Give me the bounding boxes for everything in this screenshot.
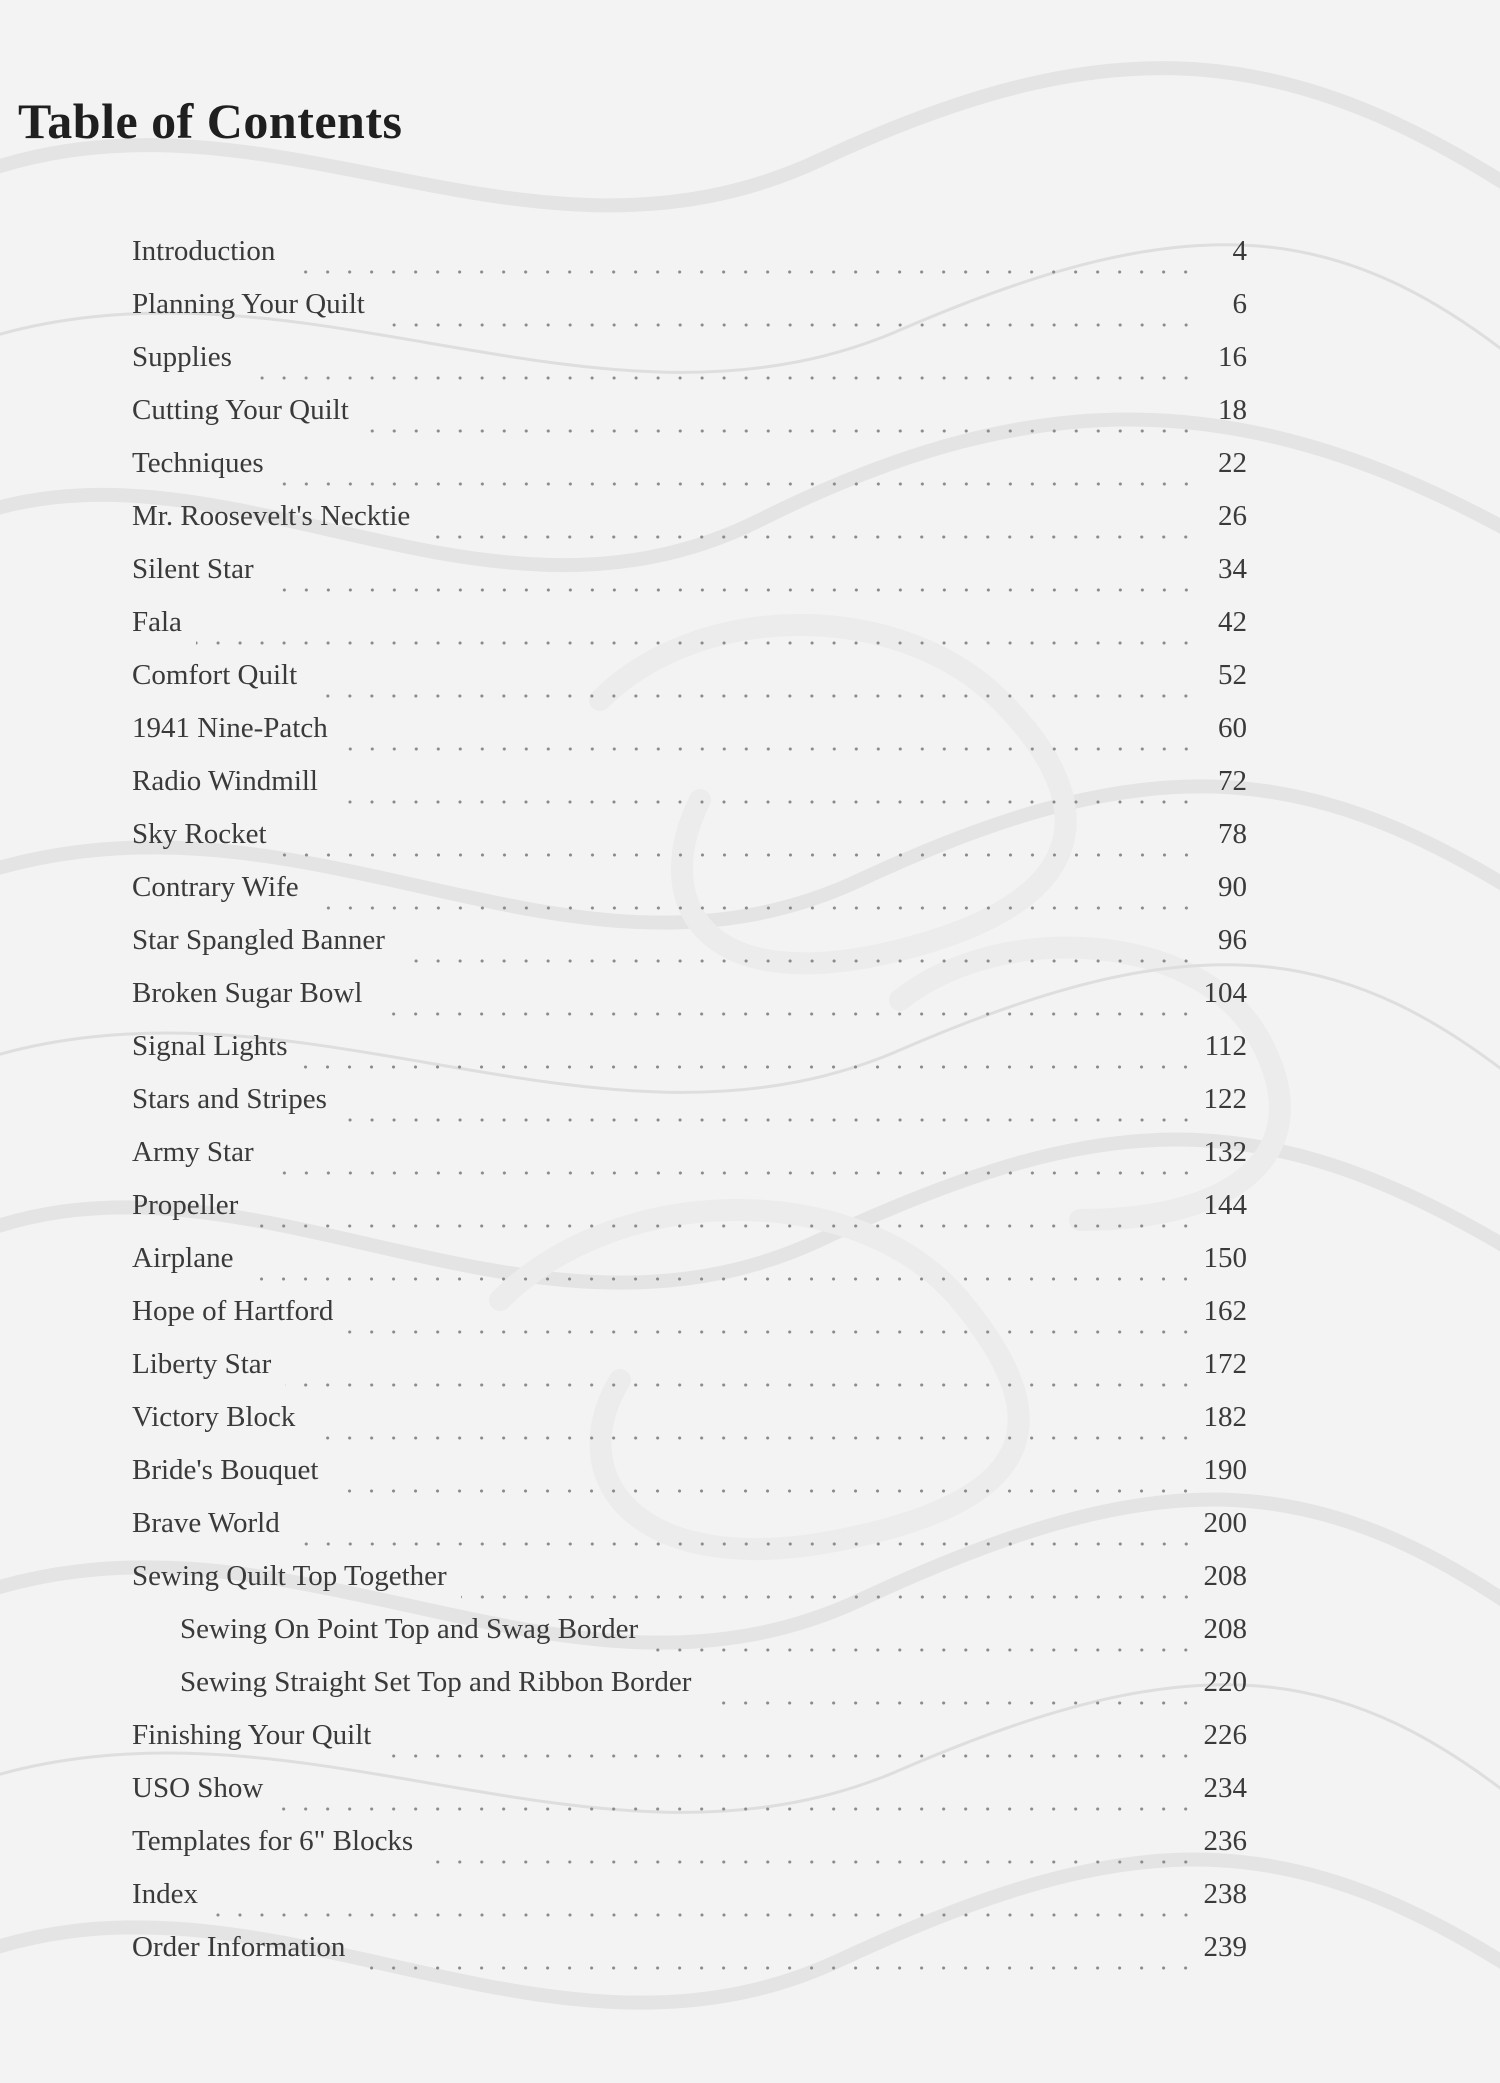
toc-entry-label: Finishing Your Quilt [132,1719,372,1751]
toc-entry [132,1295,1247,1348]
toc-entry [132,1136,1247,1189]
dot-leader [285,1383,1197,1387]
dot-leader [309,1436,1197,1440]
toc-subentry [132,1613,1247,1666]
toc-entry-label: Victory Block [132,1401,296,1433]
toc-entry-page-number: 18 [1218,394,1247,426]
toc-entry-label: Techniques [132,447,264,479]
dot-leader [277,1807,1197,1811]
toc-entry-label: Star Spangled Banner [132,924,385,956]
toc-entry-page-number: 60 [1218,712,1247,744]
toc-entry [132,235,1247,288]
toc-entry-page-number: 78 [1218,818,1247,850]
dot-leader [289,270,1197,274]
toc-entry-label: Sewing Straight Set Top and Ribbon Border [180,1666,692,1698]
toc-entry-label: Stars and Stripes [132,1083,327,1115]
toc-entry-page-number: 220 [1203,1666,1247,1698]
toc-entry-page-number: 239 [1203,1931,1247,1963]
toc-entry-page-number: 16 [1218,341,1247,373]
toc-entry-label: Templates for 6" Blocks [132,1825,414,1857]
toc-entry-page-number: 42 [1218,606,1247,638]
toc-entry-label: Liberty Star [132,1348,272,1380]
toc-entry-label: Radio Windmill [132,765,318,797]
dot-leader [268,588,1197,592]
toc-entry [132,1242,1247,1295]
toc-entry [132,553,1247,606]
dot-leader [385,1754,1197,1758]
toc-entry-label: Contrary Wife [132,871,299,903]
toc-entry [132,1878,1247,1931]
toc-entry-page-number: 200 [1203,1507,1247,1539]
toc-entry [132,1030,1247,1083]
toc-entry-label: Index [132,1878,199,1910]
toc-entry-label: Fala [132,606,182,638]
toc-entry-page-number: 236 [1203,1825,1247,1857]
toc-entry [132,1454,1247,1507]
dot-leader [359,1966,1197,1970]
toc-entry [132,1083,1247,1136]
toc-entry-label: Army Star [132,1136,254,1168]
dot-leader [212,1913,1197,1917]
toc-entry-page-number: 226 [1203,1719,1247,1751]
dot-leader [313,906,1197,910]
toc-entry [132,1719,1247,1772]
dot-leader [376,1012,1197,1016]
toc-subentry [132,1666,1247,1719]
toc-entry [132,500,1247,553]
dot-leader [461,1595,1197,1599]
dot-leader [301,1065,1197,1069]
toc-entry [132,1401,1247,1454]
toc-entry [132,1507,1247,1560]
toc-entry [132,606,1247,659]
toc-entry-label: 1941 Nine-Patch [132,712,328,744]
dot-leader [268,1171,1197,1175]
toc-entry [132,1772,1247,1825]
dot-leader [281,853,1197,857]
toc-entry-page-number: 234 [1203,1772,1247,1804]
toc-entry-page-number: 190 [1203,1454,1247,1486]
toc-entry [132,765,1247,818]
toc-entry [132,712,1247,765]
dot-leader [332,1489,1197,1493]
toc-entry-label: Propeller [132,1189,239,1221]
dot-leader [342,747,1197,751]
dot-leader [341,1118,1197,1122]
toc-entry-page-number: 208 [1203,1560,1247,1592]
toc-entry-label: Sky Rocket [132,818,267,850]
toc-entry-page-number: 208 [1203,1613,1247,1645]
toc-entry [132,447,1247,500]
toc-entry-page-number: 132 [1203,1136,1247,1168]
dot-leader [196,641,1197,645]
toc-entry [132,1560,1247,1613]
toc-entry-label: Supplies [132,341,232,373]
dot-leader [252,1224,1197,1228]
toc-entry-label: Cutting Your Quilt [132,394,349,426]
toc-entry-label: Bride's Bouquet [132,1454,319,1486]
toc-entry-label: USO Show [132,1772,264,1804]
dot-leader [294,1542,1197,1546]
toc-entry-page-number: 6 [1232,288,1247,320]
toc-entry-page-number: 172 [1203,1348,1247,1380]
dot-leader [399,959,1197,963]
toc-entry [132,1825,1247,1878]
toc-entry-page-number: 34 [1218,553,1247,585]
toc-entry-page-number: 162 [1203,1295,1247,1327]
toc-entry-page-number: 112 [1204,1030,1247,1062]
toc-entry [132,288,1247,341]
dot-leader [246,376,1197,380]
toc-entry-label: Hope of Hartford [132,1295,334,1327]
toc-entry [132,394,1247,447]
toc-entry-label: Mr. Roosevelt's Necktie [132,500,411,532]
dot-leader [705,1701,1197,1705]
toc-entry-page-number: 22 [1218,447,1247,479]
page-title: Table of Contents [18,93,403,149]
toc-entry-label: Signal Lights [132,1030,288,1062]
toc-entry [132,1348,1247,1401]
dot-leader [278,482,1197,486]
dot-leader [332,800,1197,804]
toc-entry-label: Brave World [132,1507,280,1539]
toc-entry-label: Sewing On Point Top and Swag Border [180,1613,639,1645]
toc-entry [132,659,1247,712]
toc-entry-page-number: 4 [1232,235,1247,267]
toc-entry-page-number: 104 [1203,977,1247,1009]
toc-entry-page-number: 52 [1218,659,1247,691]
toc-entry-page-number: 150 [1203,1242,1247,1274]
toc-list [132,235,1247,1984]
toc-entry-label: Comfort Quilt [132,659,298,691]
toc-entry-page-number: 122 [1203,1083,1247,1115]
toc-entry-label: Sewing Quilt Top Together [132,1560,447,1592]
toc-entry-page-number: 96 [1218,924,1247,956]
toc-entry-label: Order Information [132,1931,346,1963]
toc-entry-page-number: 72 [1218,765,1247,797]
toc-entry-page-number: 144 [1203,1189,1247,1221]
dot-leader [311,694,1197,698]
toc-entry [132,818,1247,871]
toc-entry-page-number: 238 [1203,1878,1247,1910]
toc-entry [132,341,1247,394]
toc-entry [132,924,1247,977]
dot-leader [347,1330,1197,1334]
dot-leader [379,323,1197,327]
toc-entry [132,1189,1247,1242]
toc-entry-label: Introduction [132,235,276,267]
toc-entry [132,977,1247,1030]
toc-entry-page-number: 26 [1218,500,1247,532]
dot-leader [363,429,1197,433]
dot-leader [427,1860,1197,1864]
toc-entry-label: Airplane [132,1242,234,1274]
toc-entry-label: Broken Sugar Bowl [132,977,363,1009]
toc-entry [132,871,1247,924]
dot-leader [424,535,1197,539]
dot-leader [652,1648,1197,1652]
toc-entry-label: Planning Your Quilt [132,288,365,320]
toc-entry-page-number: 182 [1203,1401,1247,1433]
toc-entry-page-number: 90 [1218,871,1247,903]
dot-leader [247,1277,1197,1281]
toc-entry [132,1931,1247,1984]
toc-entry-label: Silent Star [132,553,254,585]
